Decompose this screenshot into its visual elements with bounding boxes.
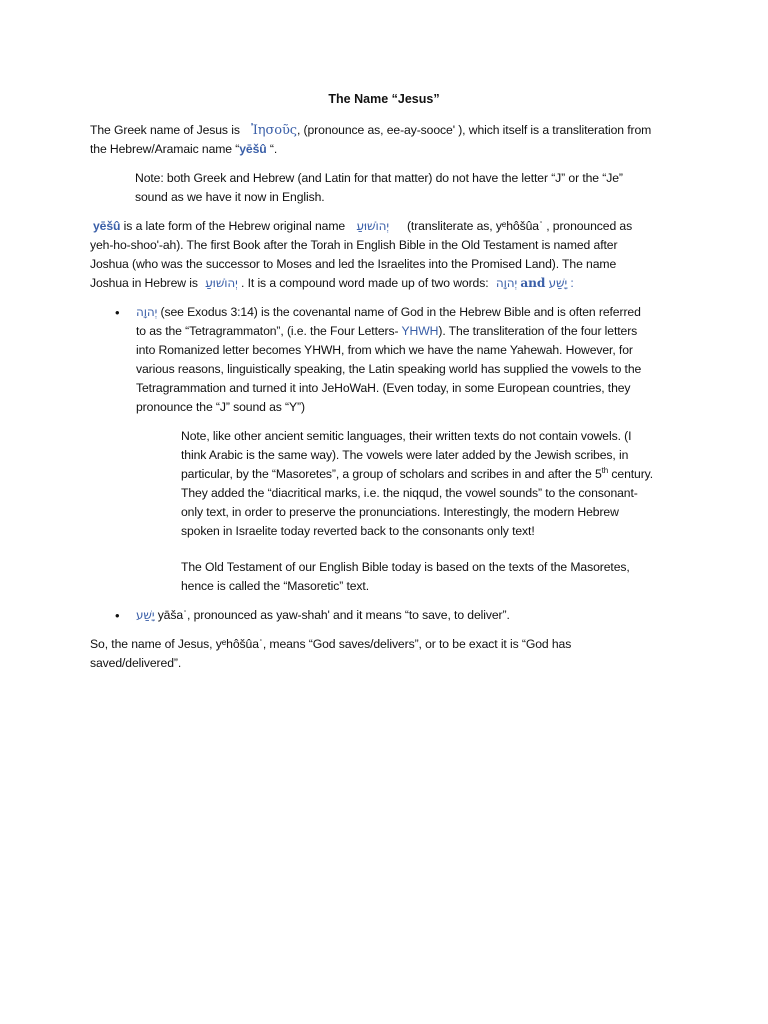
note2-line5: only text, in order to preserve the pronunciations. Interestingly, the modern Hebrew [181, 505, 619, 519]
hebrew-yasha: יָשַׁע [136, 608, 155, 622]
note2-line4: They added the “diacritical marks, i.e. the niqqud, the vowel sounds” to the consonant- [181, 486, 638, 500]
bullet1-line4: various reasons, linguistically speaking, the Latin speaking world has supplied the vowels to the [136, 362, 642, 376]
bullet1-line5: Tetragrammation and turned it into JeHoWaH. (Even today, in some European countries, they [136, 381, 631, 395]
bullet-marker: • [115, 305, 120, 320]
para1-line2 [90, 140, 277, 159]
hebrew-yhwh: יְהוָה [495, 276, 518, 290]
bullet1-line6: pronounce the “J” sound as “Y”) [136, 400, 305, 414]
note2-line2: think Arabic is the same way). The vowels were later added by the Jewish scribes, in [181, 448, 629, 462]
text: The Greek name of Jesus is [90, 123, 240, 137]
bullet-marker: • [115, 608, 120, 623]
hebrew-joshua: יְהוֹשׁוּעַ [205, 276, 238, 290]
para2-line1 [90, 217, 632, 236]
para2-line4 [90, 274, 574, 293]
para2-line2: yeh-ho-shoo'-ah). The first Book after the Torah in English Bible in the Old Testament is named after [90, 238, 618, 252]
para1-line1 [90, 121, 651, 140]
transliterated-name: yēšû [239, 142, 267, 156]
text: , (pronounce as, ee-ay-sooce' ), which itself is a transliteration from [296, 123, 652, 137]
page-title: The Name “Jesus” [328, 92, 440, 106]
text: Joshua in Hebrew is [90, 276, 198, 290]
text: (transliterate as, yᵉhôšûaʿ , pronounced as [406, 219, 633, 233]
note3-line2: hence is called the “Masoretic” text. [181, 579, 369, 593]
text: yāšaʿ, pronounced as yaw-shah' and it means “to save, to deliver”. [154, 608, 510, 622]
text: is a late form of the Hebrew original name [120, 219, 346, 233]
para2-line3: Joshua (who was the successor to Moses and led the Israelites into the Promised Land). The name [90, 257, 617, 271]
note1-line2: sound as we have it now in English. [135, 190, 325, 204]
yhwh-letters: YHWH [401, 324, 439, 338]
bullet1-line1 [136, 303, 641, 322]
text: ). The transliteration of the four letters [438, 324, 638, 338]
para3-line1: So, the name of Jesus, yᵉhôšûaʿ, means “God saves/delivers”, or to be exact it is “God has [90, 637, 572, 651]
note3-line1: The Old Testament of our English Bible today is based on the texts of the Masoretes, [181, 560, 630, 574]
note1-line1: Note: both Greek and Hebrew (and Latin for that matter) do not have the letter “J” or the “Je” [135, 171, 623, 185]
colon: : [570, 276, 574, 290]
text: . It is a compound word made up of two words: [237, 276, 489, 290]
note2-line1: Note, like other ancient semitic languages, their written texts do not contain vowels. (I [181, 429, 632, 443]
note2-line6: spoken in Israelite today reverted back to the consonants only text! [181, 524, 535, 538]
text: to as the “Tetragrammaton”, (i.e. the Four Letters- [136, 324, 399, 338]
text: “. [266, 142, 278, 156]
bullet2-line1 [136, 606, 510, 625]
bullet1-line2 [136, 322, 637, 341]
transliterated-name: yēšû [93, 219, 121, 233]
and-word: and [520, 276, 546, 290]
text: century. [608, 467, 654, 481]
para3-line2: saved/delivered”. [90, 656, 182, 670]
superscript: th [601, 465, 609, 475]
note2-line3 [181, 465, 653, 484]
bullet1-line3: into Romanized letter becomes YHWH, from which we have the name Yahewah. However, for [136, 343, 633, 357]
greek-name: Ἰησοῦς [251, 123, 297, 138]
hebrew-yasha: יָשַׁע [548, 276, 568, 290]
text: particular, by the “Masoretes”, a group of scholars and scribes in and after the 5 [181, 467, 602, 481]
text: (see Exodus 3:14) is the covenantal name of God in the Hebrew Bible and is often referred [157, 305, 641, 319]
text: the Hebrew/Aramaic name “ [90, 142, 240, 156]
hebrew-yhwh: יְהוָה [136, 305, 158, 319]
hebrew-joshua: יְהוֹשׁוּעַ [356, 219, 389, 233]
